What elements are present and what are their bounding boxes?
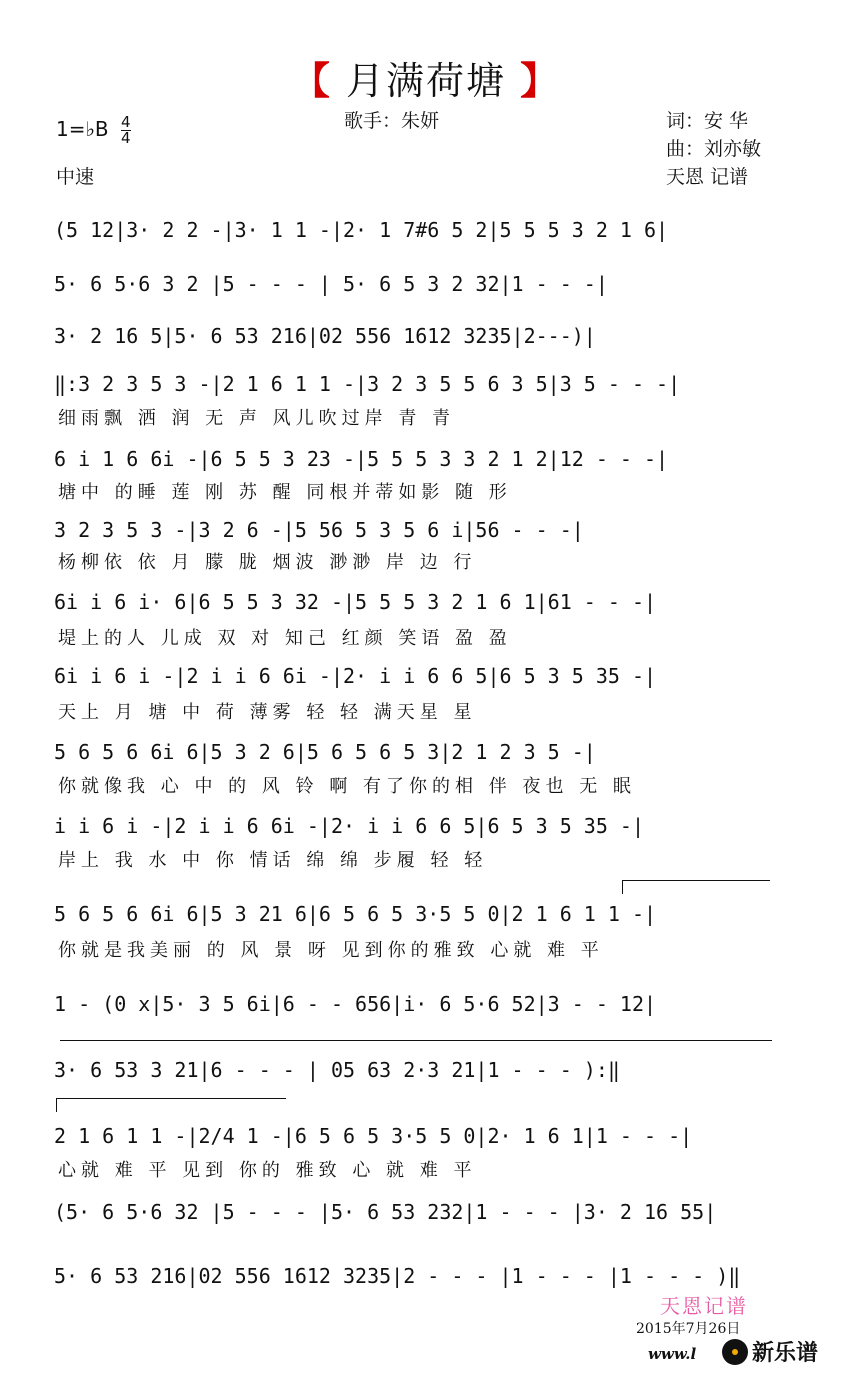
lyric-line-4: 细雨飘 洒 润 无 声 风儿吹过岸 青 青 bbox=[58, 408, 456, 429]
brand-name: 新乐谱 bbox=[752, 1341, 819, 1366]
site-url: www.l bbox=[648, 1345, 697, 1363]
song-title: 月满荷塘 bbox=[345, 59, 506, 103]
lyric-line-5: 塘中 的睡 莲 刚 苏 醒 同根并蒂如影 随 形 bbox=[58, 482, 512, 503]
score-line-5: 6 i 1 6 6i -|6 5 5 3 23 -|5 5 5 3 3 2 1 2|12 - - -| bbox=[54, 447, 669, 471]
repeat-slur-line bbox=[60, 1040, 772, 1041]
score-line-6: 3 2 3 5 3 -|3 2 6 -|5 56 5 3 5 6 i|56 - - -| bbox=[54, 518, 584, 542]
score-line-13: 3· 6 53 3 21|6 - - - | 05 63 2·3 21|1 - - - ):‖ bbox=[54, 1058, 620, 1082]
score-line-8: 6i i 6 i -|2 i i 6 6i -|2· i i 6 6 5|6 5 3 5 35 -| bbox=[54, 664, 657, 688]
score-line-15: (5· 6 5·6 32 |5 - - - |5· 6 53 232|1 - - - |3· 2 16 55| bbox=[54, 1200, 717, 1224]
transcriber-stamp: 天恩记谱 bbox=[660, 1294, 748, 1318]
score-line-11: 5 6 5 6 6i 6|5 3 21 6|6 5 6 5 3·5 5 0|2 1 6 1 1 -| bbox=[54, 902, 657, 926]
key-signature bbox=[56, 115, 131, 146]
lyric-line-9: 你就像我 心 中 的 风 铃 啊 有了你的相 伴 夜也 无 眠 bbox=[58, 776, 636, 797]
record-disc-icon bbox=[722, 1339, 748, 1365]
score-line-9: 5 6 5 6 6i 6|5 3 2 6|5 6 5 6 5 3|2 1 2 3 5 -| bbox=[54, 740, 596, 764]
score-line-4: ‖:3 2 3 5 3 -|2 1 6 1 1 -|3 2 3 5 5 6 3 5|3 5 - - -| bbox=[54, 372, 681, 396]
transcriber: 天恩 记谱 bbox=[666, 166, 749, 188]
brand-logo bbox=[722, 1336, 844, 1368]
score-line-3: 3· 2 16 5|5· 6 53 216|02 556 1612 3235|2---)| bbox=[54, 324, 596, 348]
volta-1-bracket bbox=[622, 880, 770, 881]
score-line-7: 6i i 6 i· 6|6 5 5 3 32 -|5 5 5 3 2 1 6 1|61 - - -| bbox=[54, 590, 657, 614]
composer: 曲：刘亦敏 bbox=[666, 138, 762, 160]
time-numerator: 4 bbox=[121, 113, 131, 131]
score-line-14: 2 1 6 1 1 -|2/4 1 -|6 5 6 5 3·5 5 0|2· 1 6 1|1 - - -| bbox=[54, 1124, 693, 1148]
volta-2-bracket bbox=[56, 1098, 286, 1099]
lyric-line-8: 天上 月 塘 中 荷 薄雾 轻 轻 满天星 星 bbox=[58, 702, 477, 723]
score-line-1: (5 12|3· 2 2 -|3· 1 1 -|2· 1 7#6 5 2|5 5 5 3 2 1 6| bbox=[54, 218, 669, 242]
score-line-10: i i 6 i -|2 i i 6 6i -|2· i i 6 6 5|6 5 3 5 35 -| bbox=[54, 814, 645, 838]
time-denominator: 4 bbox=[121, 129, 131, 147]
time-signature bbox=[121, 115, 131, 146]
score-line-2: 5· 6 5·6 3 2 |5 - - - | 5· 6 5 3 2 32|1 - - -| bbox=[54, 272, 608, 296]
lyric-line-6: 杨柳依 依 月 朦 胧 烟波 渺渺 岸 边 行 bbox=[58, 552, 477, 573]
tempo: 中速 bbox=[56, 166, 95, 188]
score-line-16: 5· 6 53 216|02 556 1612 3235|2 - - - |1 - - - |1 - - - )‖ bbox=[54, 1264, 741, 1288]
lyric-line-10: 岸上 我 水 中 你 情话 绵 绵 步履 轻 轻 bbox=[58, 850, 488, 871]
key-label: 1=♭B bbox=[56, 117, 109, 141]
title-bracket-close: 】 bbox=[520, 59, 561, 103]
volta-2-hook bbox=[56, 1098, 57, 1112]
lyric-line-7: 堤上的人 儿成 双 对 知己 红颜 笑语 盈 盈 bbox=[58, 628, 512, 649]
transcription-date: 2015年7月26日 bbox=[636, 1321, 741, 1337]
singer: 歌手：朱妍 bbox=[344, 110, 440, 132]
title-bracket-open: 【 bbox=[291, 59, 332, 103]
lyric-line-14: 心就 难 平 见到 你的 雅致 心 就 难 平 bbox=[58, 1160, 477, 1181]
score-title bbox=[0, 50, 852, 105]
volta-1-hook bbox=[622, 880, 623, 894]
score-line-12: 1 - (0 x|5· 3 5 6i|6 - - 656|i· 6 5·6 52|3 - - 12| bbox=[54, 992, 657, 1016]
lyric-line-11: 你就是我美丽 的 风 景 呀 见到你的雅致 心就 难 平 bbox=[58, 940, 604, 961]
lyricist: 词：安 华 bbox=[666, 110, 749, 132]
